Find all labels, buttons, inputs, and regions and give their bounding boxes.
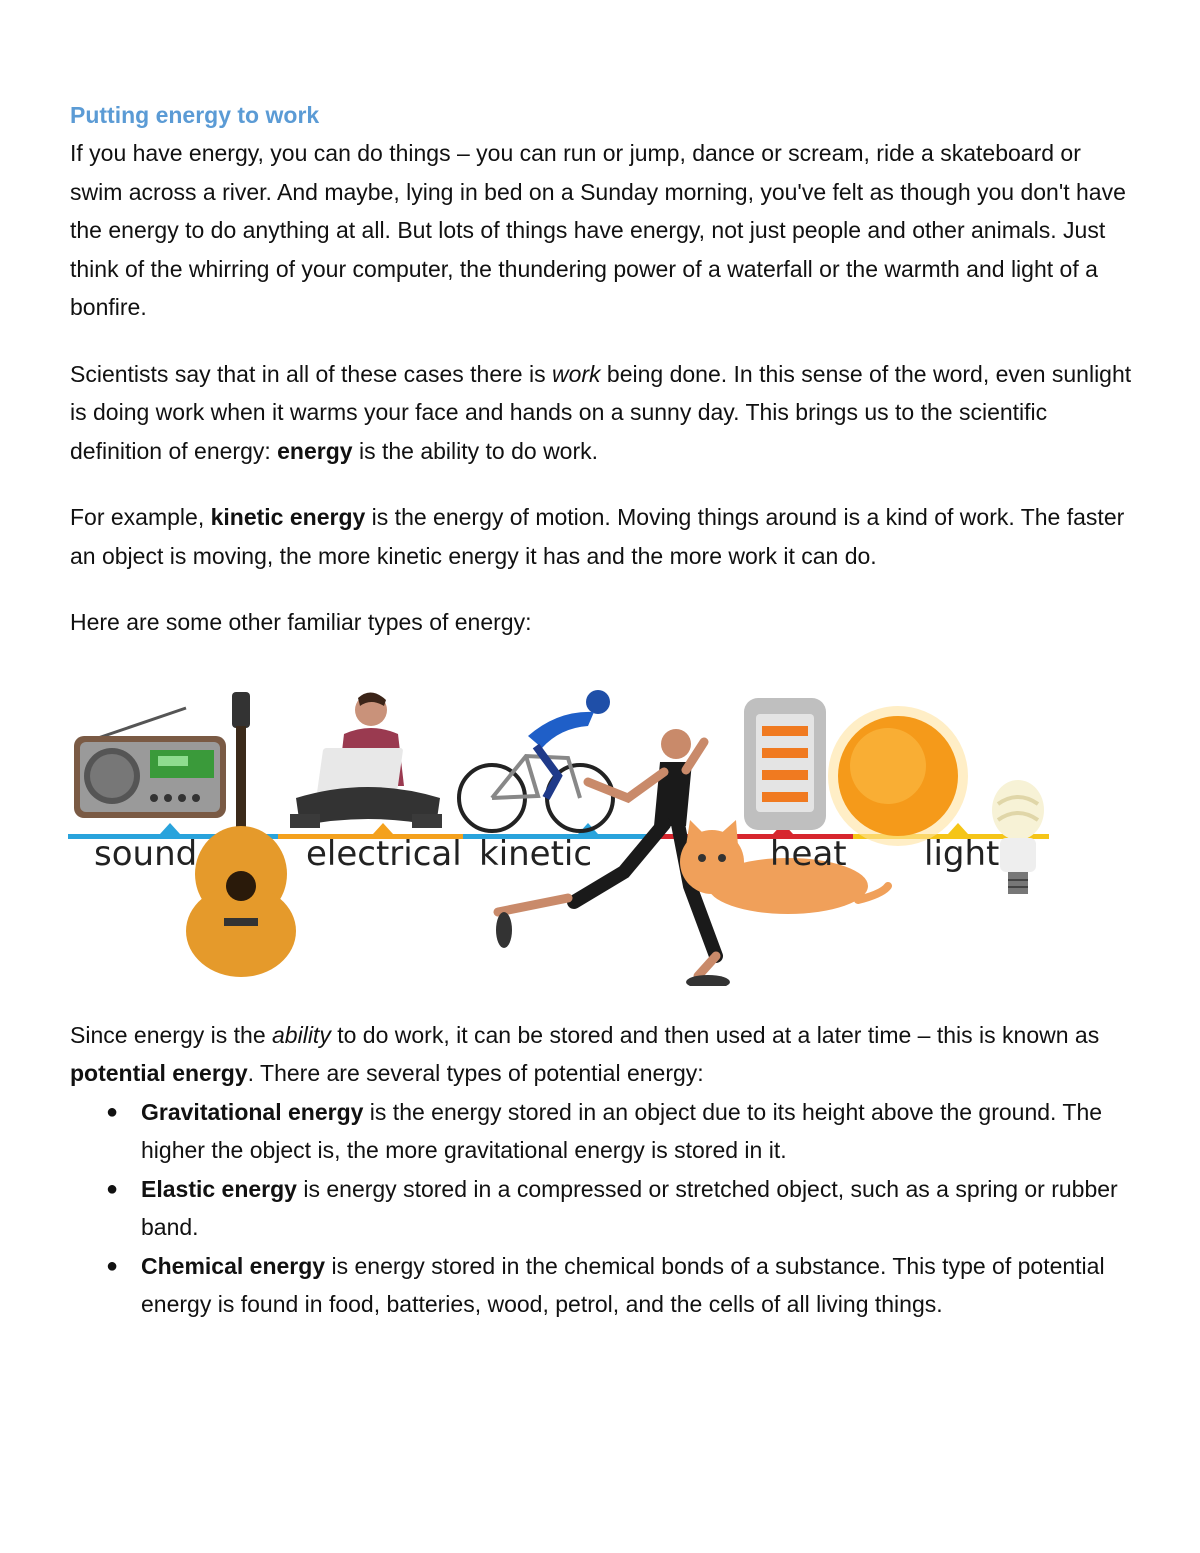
- cyclist-icon: [459, 690, 613, 831]
- bold-energy: energy: [277, 437, 353, 464]
- paragraph-intro: If you have energy, you can do things – you can run or jump, dance or scream, ride a skateboard or swim across a river. And maybe, lying in bed on a Sunday morning, you've felt as though you don't have the energy to do anything at all. But lots of things have energy, not just people and other animals. Just think of the whirring of your computer, the thundering power of a waterfall or the warmth and light of a bonfire.: [70, 140, 1126, 320]
- list-item-text: is energy stored in a compressed or stretched object, such as a spring or rubber band.: [141, 1175, 1118, 1240]
- electrical-marker: [373, 823, 393, 834]
- bullet-glyph: ●: [106, 1100, 119, 1123]
- potential-energy-list: [70, 1093, 1135, 1324]
- text-run: is the energy of motion. Moving things around is a kind of work. The faster an object is moving, the more kinetic energy it has and the more work it can do.: [70, 504, 1125, 569]
- bullet-glyph: ●: [106, 1254, 119, 1277]
- label-light: light: [924, 833, 1000, 874]
- person-laptop-icon: [290, 692, 442, 828]
- text-run: . There are several types of potential energy:: [247, 1060, 704, 1086]
- text-run: Since energy is the: [70, 1021, 273, 1048]
- list-item: [70, 1170, 1135, 1247]
- bullet-glyph: ●: [106, 1177, 119, 1200]
- label-sound: sound: [94, 833, 198, 874]
- text-run: being done. In this sense of the word, even sunlight is doing work when it warms your face and hands on a sunny day. This brings us to the scientific definition of energy:: [70, 360, 1132, 464]
- sound-marker: [160, 823, 180, 834]
- list-item-text: is the energy stored in an object due to its height above the ground. The higher the object is, the more gravitational energy is stored in it.: [141, 1098, 1103, 1163]
- text-run: to do work, it can be stored and then used at a later time – this is known as: [330, 1021, 1100, 1048]
- energy-types-figure: [68, 686, 1058, 986]
- bold-kinetic-energy: kinetic energy: [210, 504, 366, 530]
- italic-work: work: [551, 360, 601, 387]
- sun-icon: [828, 706, 968, 846]
- list-item: [70, 1247, 1135, 1324]
- italic-ability: ability: [272, 1021, 331, 1048]
- label-electrical: electrical: [306, 833, 462, 874]
- label-kinetic: kinetic: [479, 833, 593, 874]
- list-item-term: Chemical energy: [141, 1252, 326, 1279]
- label-heat: heat: [770, 833, 847, 874]
- list-item-term: Gravitational energy: [141, 1098, 364, 1125]
- paragraph-work: [70, 355, 1135, 471]
- paragraph-potential: [70, 1016, 1135, 1093]
- bold-potential-energy: potential energy: [70, 1060, 248, 1086]
- paragraph-kinetic: [70, 498, 1135, 575]
- text-run: is the ability to do work.: [352, 437, 599, 464]
- text-run: For example,: [70, 504, 211, 530]
- list-item: [70, 1093, 1135, 1170]
- heater-icon: [744, 698, 826, 830]
- document-page: [70, 96, 1135, 1324]
- text-run: Scientists say that in all of these cases there is: [70, 360, 552, 387]
- paragraph-types-intro: Here are some other familiar types of energy:: [70, 609, 532, 635]
- light-marker: [948, 823, 968, 834]
- list-item-text: is energy stored in the chemical bonds of a substance. This type of potential energy is found in food, batteries, wood, petrol, and the cells of all living things.: [141, 1252, 1105, 1317]
- list-item-term: Elastic energy: [141, 1175, 297, 1202]
- radio-icon: [74, 708, 226, 818]
- section-heading: Putting energy to work: [70, 102, 320, 128]
